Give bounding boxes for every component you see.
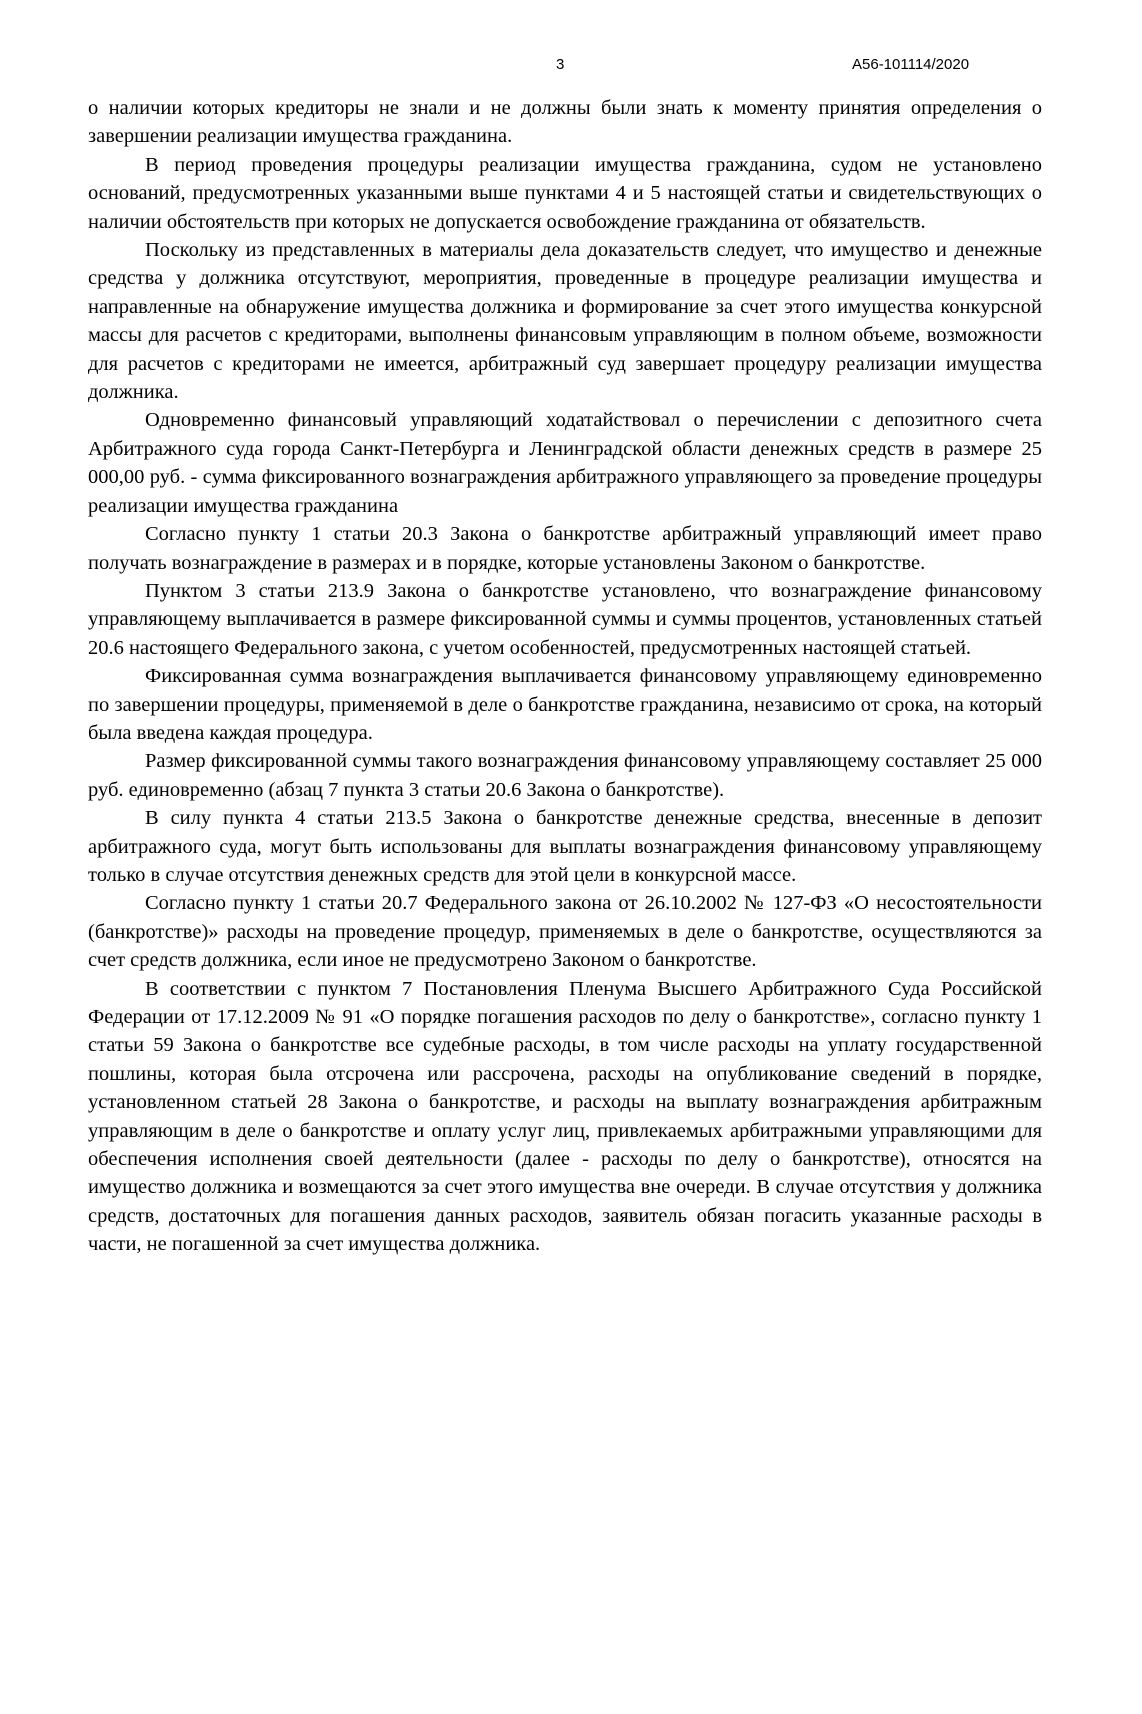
paragraph: В силу пункта 4 статьи 213.5 Закона о банкротстве денежные средства, внесенные в депозит арбитражного суда, могут быть использованы для выплаты вознаграждения финансовому управляющему только в случае отсутствия денежных средств для этой цели в конкурсной массе. <box>88 807 1042 886</box>
paragraph: Согласно пункту 1 статьи 20.7 Федерального закона от 26.10.2002 № 127-ФЗ «О несостоятельности (банкротстве)» расходы на проведение процедур, применяемых в деле о банкротстве, осуществляются за счет средств должника, если иное не предусмотрено Законом о банкротстве. <box>88 892 1042 972</box>
paragraph: Поскольку из представленных в материалы дела доказательств следует, что имущество и денежные средства у должника отсутствуют, мероприятия, проведенные в процедуре реализации имущества и направленные на обнаружение имущества должника и формирование за счет этого имущества конкурсной массы для расчетов с кредиторами, выполнены финансовым управляющим в полном объеме, возможности для расчетов с кредиторами не имеется, арбитражный суд завершает процедуру реализации имущества должника. <box>88 239 1042 404</box>
paragraph: Согласно пункту 1 статьи 20.3 Закона о банкротстве арбитражный управляющий имеет право получать вознаграждение в размерах и в порядке, которые установлены Законом о банкротстве. <box>88 523 1042 574</box>
paragraph: Фиксированная сумма вознаграждения выплачивается финансовому управляющему единовременно по завершении процедуры, применяемой в деле о банкротстве гражданина, независимо от срока, на который была введена каждая процедура. <box>88 665 1042 744</box>
paragraph: Размер фиксированной суммы такого вознаграждения финансовому управляющему составляет 25 000 руб. единовременно (абзац 7 пункта 3 статьи 20.6 Закона о банкротстве). <box>88 750 1042 801</box>
paragraph: В соответствии с пунктом 7 Постановления Пленума Высшего Арбитражного Суда Российской Федерации от 17.12.2009 № 91 «О порядке погашения расходов по делу о банкротстве», согласно пункту 1 статьи 59 Закона о банкротстве все судебные расходы, в том числе расходы на уплату государственной пошлины, которая была отсрочена или рассрочена, расходы на опубликование сведений в порядке, установленном статьей 28 Закона о банкротстве, и расходы на выплату вознаграждения арбитражным управляющим в деле о банкротстве и оплату услуг лиц, привлекаемых арбитражными управляющими для обеспечения исполнения своей деятельности (далее - расходы по делу о банкротстве), относятся на имущество должника и возмещаются за счет этого имущества вне очереди. В случае отсутствия у должника средств, достаточных для погашения данных расходов, заявитель обязан погасить указанные расходы в части, не погашенной за счет имущества должника. <box>88 977 1042 1256</box>
paragraph-continuation: о наличии которых кредиторы не знали и не должны были знать к моменту принятия определения о завершении реализации имущества гражданина. <box>88 97 1042 148</box>
document-body <box>88 94 1042 1259</box>
paragraph: Пунктом 3 статьи 213.9 Закона о банкротстве установлено, что вознаграждение финансовому управляющему выплачивается в размере фиксированной суммы и суммы процентов, установленных статьей 20.6 настоящего Федерального закона, с учетом особенностей, предусмотренных настоящей статьей. <box>88 579 1042 659</box>
case-number: А56-101114/2020 <box>852 56 970 73</box>
paragraph: Одновременно финансовый управляющий ходатайствовал о перечислении с депозитного счета Арбитражного суда города Санкт-Петербурга и Ленинградской области денежных средств в размере 25 000,00 руб. - сумма фиксированного вознаграждения арбитражного управляющего за проведение процедуры реализации имущества гражданина <box>88 409 1042 517</box>
paragraph: В период проведения процедуры реализации имущества гражданина, судом не установлено оснований, предусмотренных указанными выше пунктами 4 и 5 настоящей статьи и свидетельствующих о наличии обстоятельств при которых не допускается освобождение гражданина от обязательств. <box>88 153 1042 233</box>
page-number: 3 <box>556 56 565 73</box>
page-header <box>0 52 1142 78</box>
